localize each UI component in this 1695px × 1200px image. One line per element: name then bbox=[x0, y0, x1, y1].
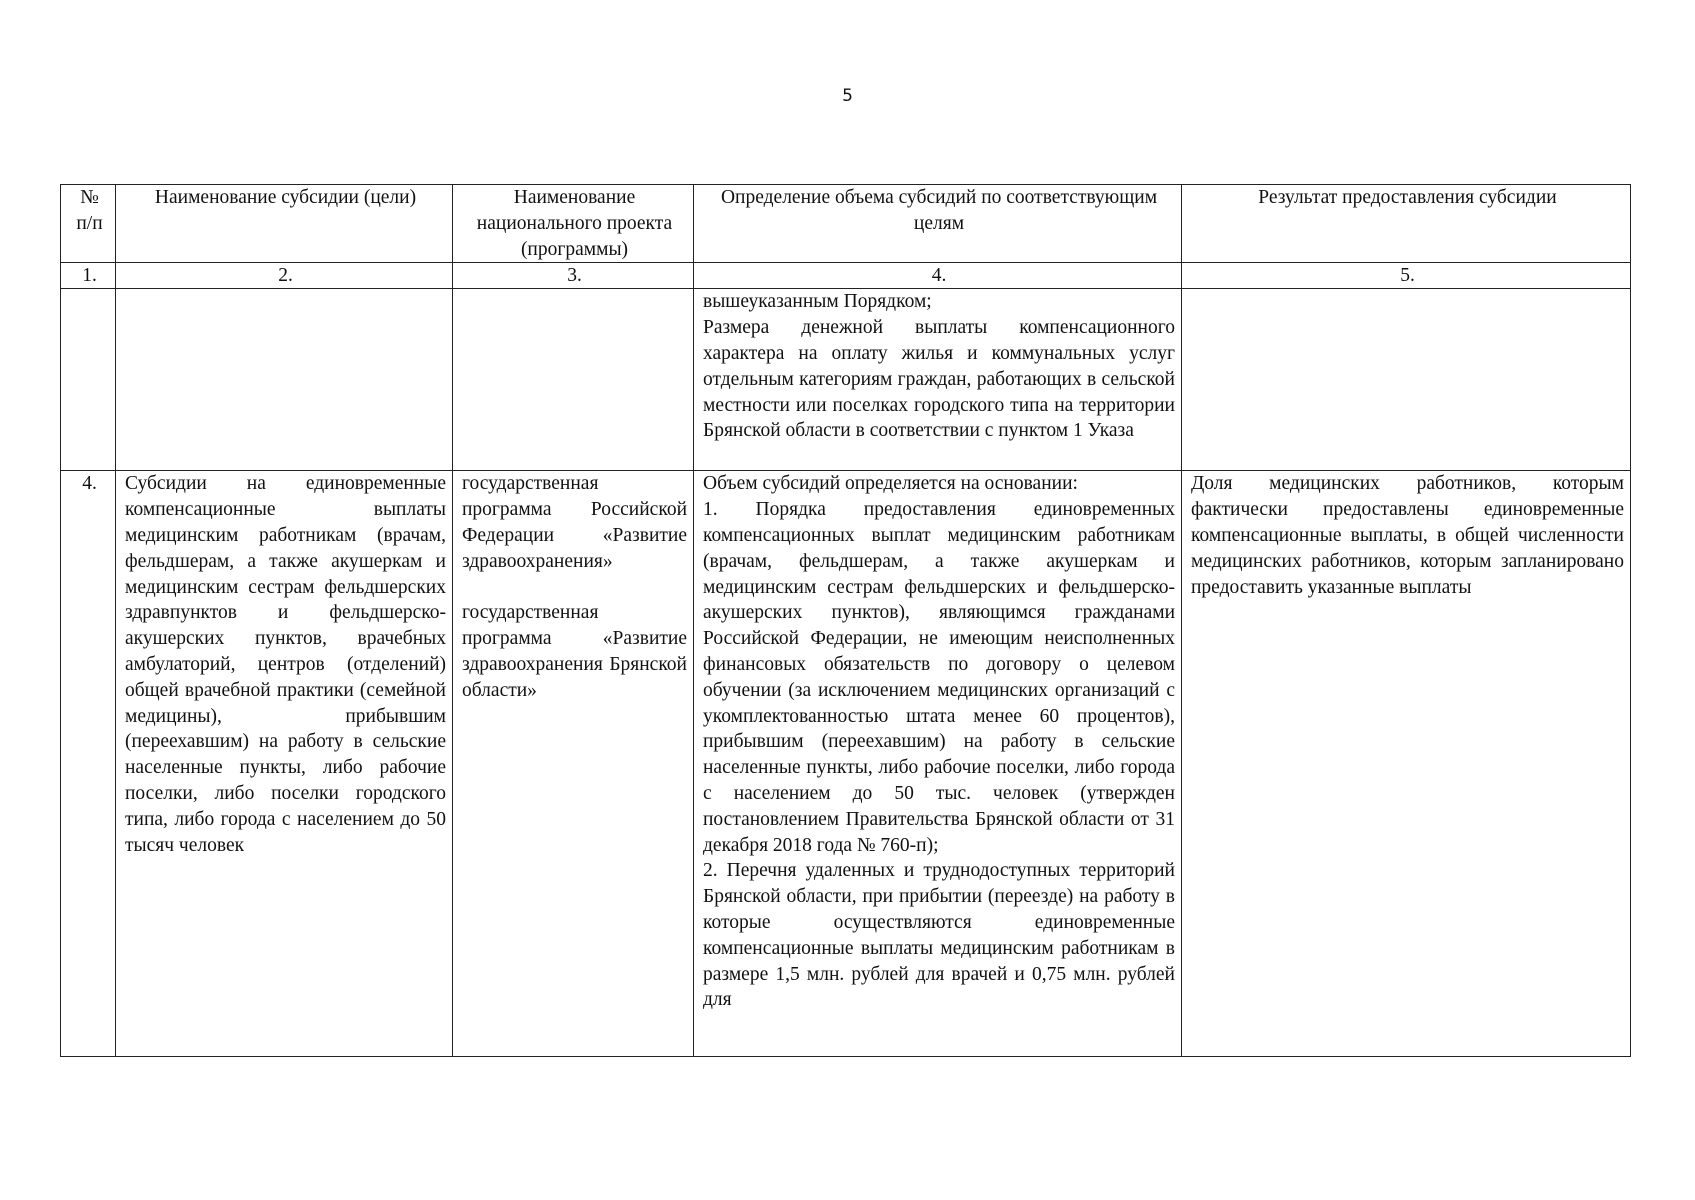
column-number-4: 4. bbox=[694, 263, 1182, 289]
table-row-4 bbox=[61, 471, 1631, 1057]
volume-intro: Объем субсидий определяется на основании: bbox=[703, 473, 1078, 495]
header-volume-definition: Определение объема субсидий по соответствующим целям bbox=[694, 185, 1182, 263]
volume-item-1: 1. Порядка предоставления единовременных компенсационных выплат медицинским работникам (врачам, фельдшерам, а также акушеркам и медицинским сестрам фельдшерских и фельдшерско-акушерских пунктов), являющимся гражданами Российской Федерации, не имеющим неисполненных финансовых обязательств по договору о целевом обучении (за исключением медицинских организаций с укомплектованностью штата менее 60 процентов), прибывшим (переехавшим) на работу в сельские населенные пункты, либо рабочие поселки, либо города с населением до 50 тыс. человек (утвержден постановлением Правительства Брянской области от 31 декабря 2018 года № 760-п); bbox=[703, 499, 1175, 856]
column-number-2: 2. bbox=[116, 263, 453, 289]
subsidy-table bbox=[60, 184, 1631, 1057]
cell-empty bbox=[453, 289, 694, 471]
table-header-row bbox=[61, 185, 1631, 263]
program-gap bbox=[462, 575, 687, 601]
cell-result: Доля медицинских работников, которым фактически предоставлены единовременные компенсационные выплаты, в общей численности медицинских работников, которым запланировано предоставить указанные выплаты bbox=[1182, 471, 1631, 1057]
column-number-1: 1. bbox=[61, 263, 116, 289]
cell-empty bbox=[61, 289, 116, 471]
cell-subsidy-name: Субсидии на единовременные компенсационные выплаты медицинским работникам (врачам, фельдшерам, а также акушеркам и медицинским сестрам фельдшерских здравпунктов и фельдшерско-акушерских пунктов, врачебных амбулаторий, центров (отделений) общей врачебной практики (семейной медицины), прибывшим (переехавшим) на работу в сельские населенные пункты, либо рабочие поселки, либо поселки городского типа, либо города с населением до 50 тысяч человек bbox=[116, 471, 453, 1057]
header-number: № п/п bbox=[61, 185, 116, 263]
row-number: 4. bbox=[61, 471, 116, 1057]
table-row-continuation bbox=[61, 289, 1631, 471]
cell-programs bbox=[453, 471, 694, 1057]
continuation-line-2: Размера денежной выплаты компенсационного характера на оплату жилья и коммунальных услуг отдельным категориям граждан, работающих в сельской местности или поселках городского типа на территории Брянской области в соответствии с пунктом 1 Указа bbox=[703, 317, 1175, 442]
volume-item-2: 2. Перечня удаленных и труднодоступных территорий Брянской области, при прибытии (переезде) на работу в которые осуществляются единовременные компенсационные выплаты медицинским работникам в размере 1,5 млн. рублей для врачей и 0,75 млн. рублей для bbox=[703, 860, 1175, 1011]
header-result: Результат предоставления субсидии bbox=[1182, 185, 1631, 263]
cell-volume-definition bbox=[694, 471, 1182, 1057]
column-number-3: 3. bbox=[453, 263, 694, 289]
cell-volume-continuation bbox=[694, 289, 1182, 471]
cell-empty bbox=[1182, 289, 1631, 471]
header-national-project: Наименование национального проекта (программы) bbox=[453, 185, 694, 263]
header-subsidy-name: Наименование субсидии (цели) bbox=[116, 185, 453, 263]
continuation-line-1: вышеуказанным Порядком; bbox=[703, 291, 932, 313]
cell-empty bbox=[116, 289, 453, 471]
column-number-5: 5. bbox=[1182, 263, 1631, 289]
column-number-row bbox=[61, 263, 1631, 289]
program-regional: государственная программа «Развитие здравоохранения Брянской области» bbox=[462, 602, 687, 701]
program-federal: государственная программа Российской Федерации «Развитие здравоохранения» bbox=[462, 473, 687, 572]
page-number: 5 bbox=[842, 86, 853, 106]
